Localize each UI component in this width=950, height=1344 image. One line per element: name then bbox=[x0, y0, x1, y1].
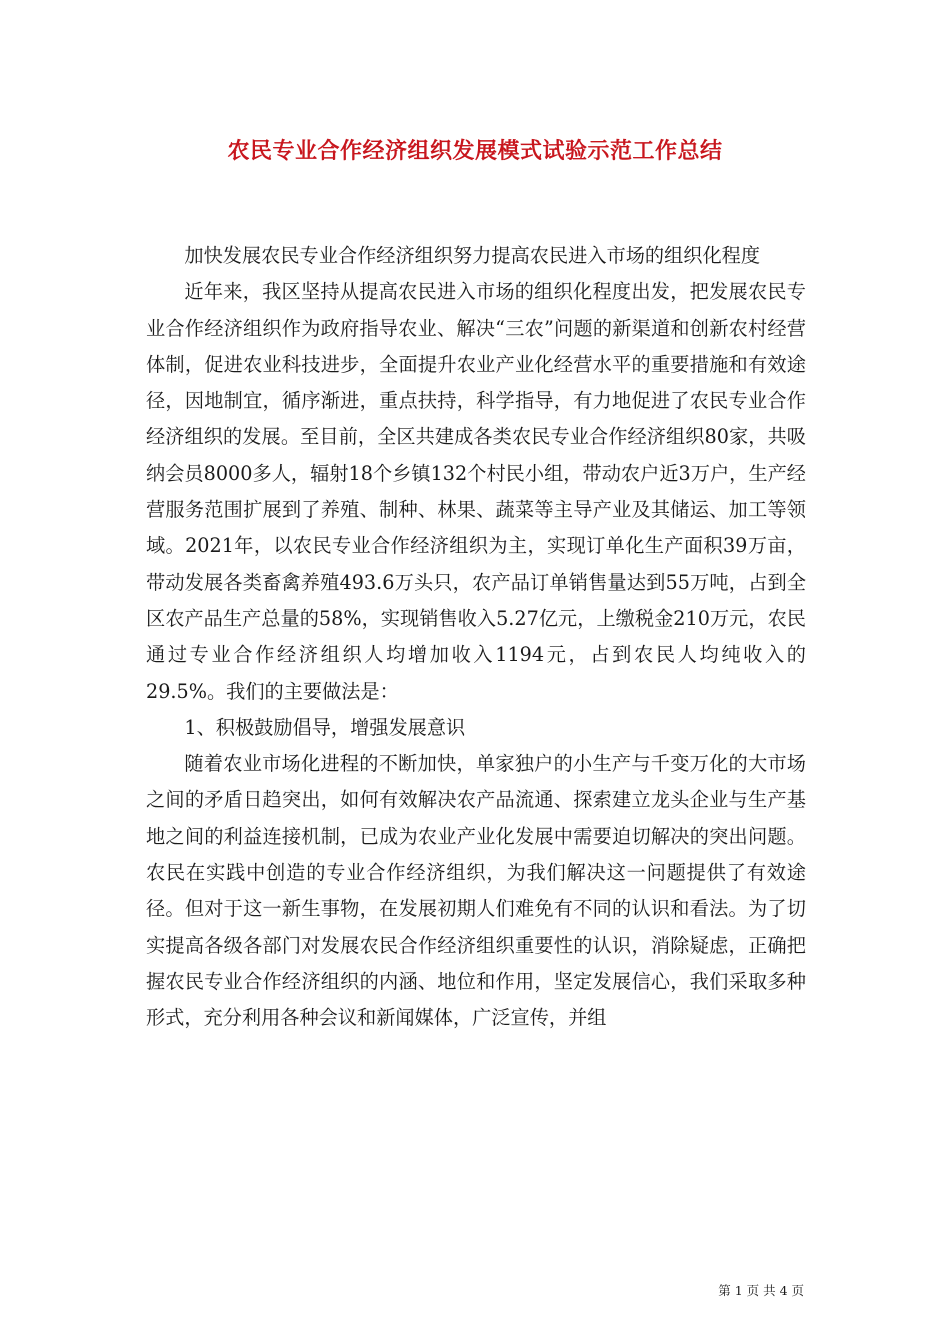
subtitle-paragraph: 加快发展农民专业合作经济组织努力提高农民进入市场的组织化程度 bbox=[184, 244, 761, 267]
section-heading: 1、积极鼓励倡导，增强发展意识 bbox=[184, 715, 466, 739]
page-number-footer: 第 1 页 共 4 页 bbox=[718, 1283, 804, 1298]
body-paragraph: 随着农业市场化进程的不断加快，单家独户的小生产与千变万化的大市场之间的矛盾日趋突出，如何有效解决农产品流通、探索建立龙头企业与生产基地之间的利益连接机制，已成为农业产业化发展中需要迫切解决的突出问题。农民在实践中创造的专业合作经济组织，为我们解决这一问题提供了有效途径。但对于这一新生事物，在发展初期人们难免有不同的认识和看法。为了切实提高各级各部门对发展农民合作经济组织重要性的认识，消除疑虑，正确把握农民专业合作经济组织的内涵、地位和作用，坚定发展信心，我们采取多种形式，充分利用各种会议和新闻媒体，广泛宣传，并组 bbox=[146, 752, 806, 1030]
document-title: 农民专业合作经济组织发展模式试验示范工作总结 bbox=[227, 138, 723, 164]
document-body bbox=[146, 238, 806, 1037]
body-paragraph: 近年来，我区坚持从提高农民进入市场的组织化程度出发，把发展农民专业合作经济组织作为政府指导农业、解决“三农”问题的新渠道和创新农村经营体制，促进农业科技进步，全面提升农业产业化经营水平的重要措施和有效途径，因地制宜，循序渐进，重点扶持，科学指导，有力地促进了农民专业合作经济组织的发展。至目前，全区共建成各类农民专业合作经济组织80家，共吸纳会员8000多人，辐射18个乡镇132个村民小组，带动农户近3万户，生产经营服务范围扩展到了养殖、制种、林果、蔬菜等主导产业及其储运、加工等领域。2021年，以农民专业合作经济组织为主，实现订单化生产面积39万亩，带动发展各类畜禽养殖493.6万头只，农产品订单销售量达到55万吨，占到全区农产品生产总量的58%，实现销售收入5.27亿元，上缴税金210万元，农民通过专业合作经济组织人均增加收入1194元，占到农民人均纯收入的29.5%。我们的主要做法是： bbox=[146, 280, 807, 703]
